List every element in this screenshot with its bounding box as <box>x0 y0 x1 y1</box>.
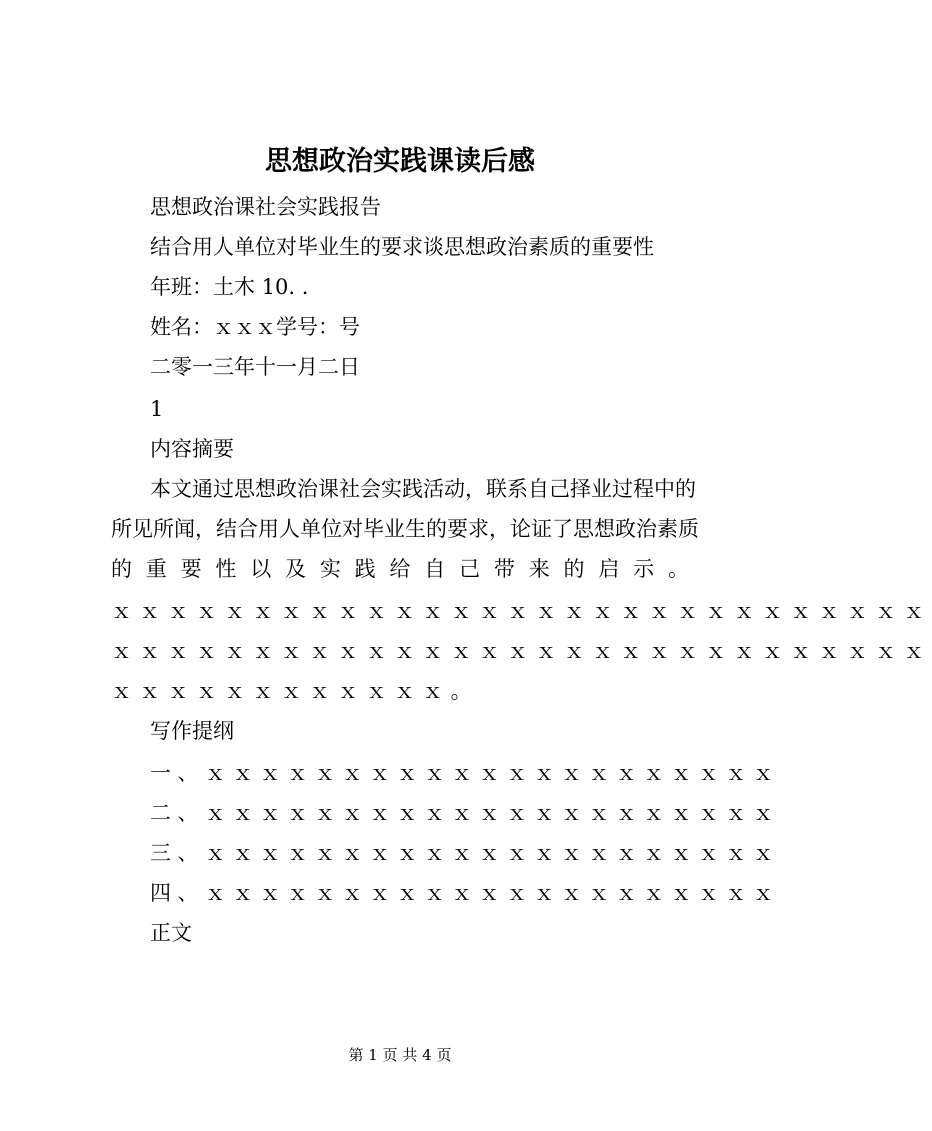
document-title: 思想政治实践课读后感 <box>265 146 535 177</box>
abstract-line: 所见所闻，结合用人单位对毕业生的要求，论证了思想政治素质 <box>111 517 699 541</box>
abstract-heading: 内容摘要 <box>150 437 234 461</box>
outline-item: 三、ｘｘｘｘｘｘｘｘｘｘｘｘｘｘｘｘｘｘｘｘｘ <box>150 841 781 865</box>
report-topic-line: 结合用人单位对毕业生的要求谈思想政治素质的重要性 <box>150 235 654 259</box>
outline-item: 一、ｘｘｘｘｘｘｘｘｘｘｘｘｘｘｘｘｘｘｘｘｘ <box>150 761 781 785</box>
body-heading: 正文 <box>150 921 192 945</box>
name-line: 姓名：ｘｘｘ学号：号 <box>150 315 360 339</box>
report-title-line: 思想政治课社会实践报告 <box>150 195 381 219</box>
abstract-placeholder-line: ｘｘｘｘｘｘｘｘｘｘｘｘｘｘｘｘｘｘｘｘｘｘｘｘｘｘｘｘｘ <box>111 599 932 623</box>
abstract-line: 的重要性以及实践给自己带来的启示。 <box>111 557 689 581</box>
page-footer: 第 1 页 共 4 页 <box>348 1046 452 1064</box>
outline-item: 四、ｘｘｘｘｘｘｘｘｘｘｘｘｘｘｘｘｘｘｘｘｘ <box>150 881 781 905</box>
abstract-placeholder-line: ｘｘｘｘｘｘｘｘｘｘｘｘ。 <box>111 679 479 703</box>
abstract-placeholder-line: ｘｘｘｘｘｘｘｘｘｘｘｘｘｘｘｘｘｘｘｘｘｘｘｘｘｘｘｘｘ <box>111 639 932 663</box>
class-line: 年班：土木 10. . <box>150 275 309 299</box>
outline-heading: 写作提纲 <box>150 719 234 743</box>
abstract-line: 本文通过思想政治课社会实践活动，联系自己择业过程中的 <box>150 477 696 501</box>
date-line: 二零一三年十一月二日 <box>150 355 360 379</box>
outline-item: 二、ｘｘｘｘｘｘｘｘｘｘｘｘｘｘｘｘｘｘｘｘｘ <box>150 801 781 825</box>
section-number: 1 <box>150 397 164 421</box>
